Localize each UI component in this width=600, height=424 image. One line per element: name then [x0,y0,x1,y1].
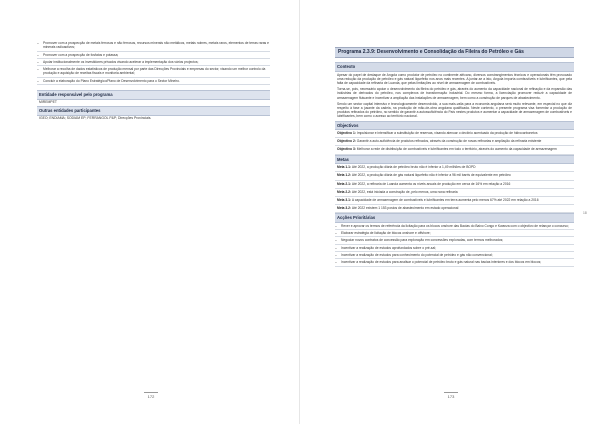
page-number-rule [444,392,458,393]
participants-value: IGEO; ENDIAMA; SODIAM EP; FERRANGOL P&P; Direcções Provinciais. [39,115,152,120]
list-item: – Melhorar a recolha de dados estatísticos de produção mensal por parte das Direcções Provinciais e empresas do sector, visando um melhor controlo da produção e aquisição de receitas fiscais e monitoria ambiental; [37,67,270,78]
goal-item [335,181,574,189]
objective-label: Objectivo 2: [337,139,356,144]
context-paragraph: Torna-se, pois, necessário apoiar o desenvolvimento da fileira do petróleo e gás, através do aumento da capacidade nacional de refinação e da expansão das indústrias de derivados do petróleo, nos complexos de transformação industrial. Do mesmo forma, a licenciação promover reduzir a capacidade de armazenagem flutuante e incentivar a ampliação das instalações de armazenagem, bem como a construção de parques de abastecimento. [337,87,572,100]
list-item: – Promover com a prospecção de fosfatos e potassa; [37,53,270,59]
list-item: – Negociar novos contratos de concessão para exploração em concessões exploradas, com termos melhorados; [335,238,574,244]
goal-item [335,189,574,197]
list-item: – Rever e aprovar os termos de referência da licitação para os blocos onshore das Bacias do Baixo Congo e Kwanza com o objectivo de relançar o concurso; [335,224,574,230]
goal-label: Meta 2.2: [337,189,352,194]
objective-item [335,146,574,154]
objective-item [335,138,574,146]
participants-heading: Outras entidades participantes [37,106,270,116]
page-number: 173 [447,394,455,399]
list-item: – Concluir a elaboração do Plano Estratégico/Plano de Desenvolvimento para o Sector Mineiro. [37,79,270,85]
goal-text: Até 2022, a refinaria de Luanda aumenta os níveis anuais de produção em cerca de 16% em relação a 2016 [351,181,511,186]
right-page [300,0,600,424]
goals-heading: Metas [335,155,574,165]
list-item: – Apoiar institucionalmente os investidores privados visando acelerar a implementação dos vários projectos; [37,60,270,66]
page-number: 172 [147,394,155,399]
list-item: – Elaborar estratégia de licitação de blocos onshore e offshore; [335,231,574,237]
goal-label: Meta 1.1: [337,165,352,170]
goal-label: Meta 3.1: [337,197,352,202]
objective-text: Garantir a auto-suficiência de produtos refinados, através da construção de novas refinarias e ampliação da refinaria existente [356,139,542,144]
goal-text: A capacidade de armazenagem de combustíveis e lubrificantes em terra aumenta pelo menos 67% até 2022 em relação a 2016 [351,197,539,202]
responsible-entity-heading: Entidade responsável pelo programa [37,90,270,100]
objective-item [335,130,574,138]
goal-item [335,164,574,172]
responsible-entity-value: MIREMPET [39,99,57,104]
list-item: – Promover com a prospecção de metais ferrosos e não ferrosos, recursos minerais não metálicos, metais nobres, metais raros, elementos de terras raras e minerais radioactivos; [37,41,270,52]
goal-label: Meta 3.2: [337,206,352,211]
left-bullet-list [37,41,270,85]
objective-text: Melhorar a rede de distribuição de combustíveis e lubrificantes em todo o território, através do aumento da capacidade de armazenagem [356,147,557,152]
objective-label: Objectivo 1: [337,131,356,136]
goal-text: Até 2022, a produção diária de gás natural liquefeito não é inferior a 96 mil barris de equivalente em petróleo [351,173,511,178]
context-heading: Contexto [335,62,574,72]
priority-actions-list [335,224,574,267]
page-number-rule [144,392,158,393]
goal-item [335,172,574,180]
list-item: – Incentivar a realização de estudos para conhecimento do potencial de petróleo e gás não convencional; [335,253,574,259]
objectives-heading: Objectivos [335,121,574,131]
goal-item [335,197,574,205]
objective-label: Objectivo 3: [337,147,356,152]
objective-text: Impulsionar e intensificar a substituição de reservas, visando atenuar o declínio acentuado da produção de hidrocarbonetos [356,131,538,136]
goal-label: Meta 1.2: [337,173,352,178]
list-item: – Incentivar a realização de estudos aprofundados sobre o pré-sal; [335,246,574,252]
side-margin-label: 18 [583,211,587,215]
list-item: – Incentivar a realização de estudos para analisar o potencial de petróleo bruto e gás natural nas bacias interiores e dos blocos em blocos; [335,260,574,266]
goal-item [335,205,574,213]
program-title: Programa 2.3.9: Desenvolvimento e Consolidação da Fileira do Petróleo e Gás [335,47,574,58]
left-column [37,41,270,122]
goal-text: Até 2022, a produção diária de petróleo bruto não é inferior a 1,49 milhões de BOPD [351,165,476,170]
goal-text: Até 2022, está iniciada a construção de, pelo menos, uma nova refinaria [351,189,458,194]
right-column [335,47,574,268]
goal-text: Até 2022 existem 1 153 postos de abastecimento em estado operacional [351,206,459,211]
goal-label: Meta 2.1: [337,181,352,186]
priority-actions-heading: Acções Prioritárias [335,213,574,223]
context-paragraph: Sendo um sector capital intensivo e tecnologicamente desenvolvido, a sua mais-valia para a economia angolana será muito relevante, em especial no que diz respeito à fase a jusante da cadeia, na produção de mão-de-obra angolana qualificada. Neste contexto, o presente programa visa fomentar a produção de produtos refinados do petróleo, no sentido de garantir a autossuficiência do País nestes produtos e aumentar a capacidade de armazenagem de combustíveis e lubrificantes, bem como o acesso ao território nacional. [337,101,572,119]
context-paragraph: Apesar do papel de destaque de Angola como produtor de petróleo no continente africano, diversos constrangimentos técnicos e operacionais têm provocado uma redução da produção de petróleo e gás natural liquefeito nos anos mais recentes. A juntar-se a isto, Angola importa combustíveis e lubrificantes, que pela falta de capacidade da refinaria de Luanda, que pelas limitações ao nível de armazenagem de combustíveis. [337,72,572,85]
